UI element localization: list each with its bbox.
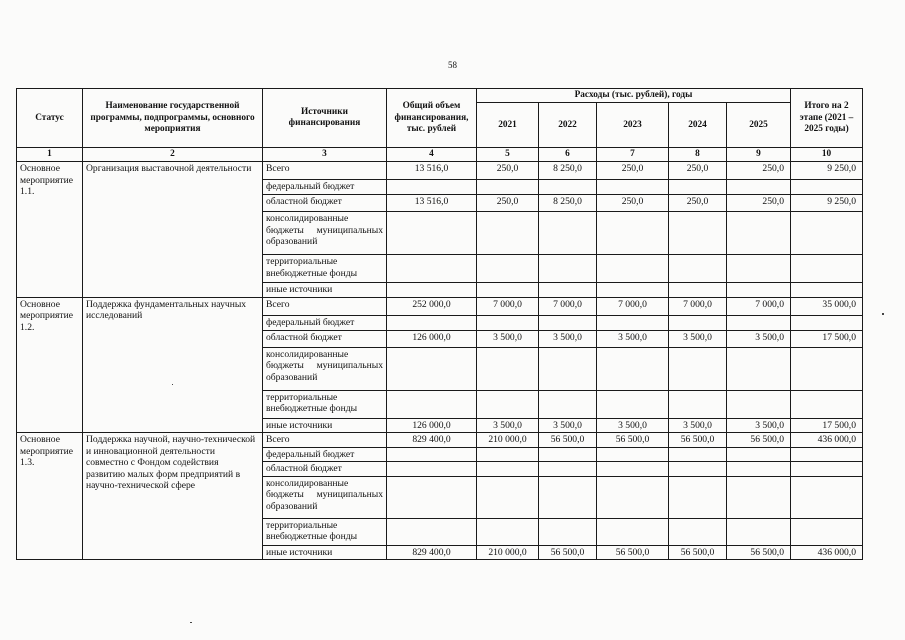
- stage-total-amount: [791, 347, 863, 390]
- total-amount: 126 000,0: [387, 330, 477, 347]
- total-amount: 829 400,0: [387, 433, 477, 448]
- year-amount: [597, 462, 669, 477]
- year-amount: 3 500,0: [669, 330, 727, 347]
- total-amount: 13 516,0: [387, 195, 477, 212]
- scan-speck: [172, 384, 173, 385]
- financing-table: [16, 88, 863, 560]
- year-amount: [477, 462, 539, 477]
- year-amount: [597, 447, 669, 462]
- measure-name: Организация выставочной деятельности: [83, 162, 263, 298]
- source-label: иные источники: [263, 418, 387, 433]
- year-amount: [727, 212, 791, 255]
- year-amount: 56 500,0: [539, 545, 597, 560]
- year-amount: [727, 283, 791, 298]
- year-amount: [597, 476, 669, 518]
- total-amount: 252 000,0: [387, 297, 477, 315]
- year-amount: [669, 315, 727, 330]
- scan-speck: [190, 622, 192, 623]
- year-amount: 56 500,0: [539, 433, 597, 448]
- year-amount: [539, 447, 597, 462]
- year-amount: [727, 347, 791, 390]
- total-amount: [387, 462, 477, 477]
- column-number: 4: [387, 148, 477, 162]
- year-amount: [669, 347, 727, 390]
- year-amount: 56 500,0: [727, 545, 791, 560]
- source-label: областной бюджет: [263, 330, 387, 347]
- measure-name: Поддержка фундаментальных научных исследований: [83, 297, 263, 433]
- year-amount: [597, 255, 669, 283]
- year-amount: 7 000,0: [727, 297, 791, 315]
- year-amount: 3 500,0: [539, 418, 597, 433]
- year-amount: [669, 518, 727, 545]
- year-amount: 3 500,0: [727, 330, 791, 347]
- year-amount: [539, 315, 597, 330]
- total-amount: [387, 255, 477, 283]
- total-amount: [387, 283, 477, 298]
- year-amount: 8 250,0: [539, 162, 597, 180]
- total-amount: [387, 476, 477, 518]
- header-year: 2022: [539, 103, 597, 148]
- table-header: [17, 89, 863, 162]
- year-amount: [669, 462, 727, 477]
- source-label: консолидированные бюджеты муниципальных образований: [263, 347, 387, 390]
- year-amount: [727, 462, 791, 477]
- year-amount: 250,0: [477, 162, 539, 180]
- year-amount: [597, 315, 669, 330]
- source-label: областной бюджет: [263, 462, 387, 477]
- year-amount: [597, 180, 669, 195]
- year-amount: [597, 347, 669, 390]
- year-amount: 210 000,0: [477, 545, 539, 560]
- table-row: [17, 433, 863, 448]
- column-number: 6: [539, 148, 597, 162]
- year-amount: [727, 315, 791, 330]
- year-amount: [669, 212, 727, 255]
- year-amount: 3 500,0: [477, 418, 539, 433]
- header-year: 2023: [597, 103, 669, 148]
- header-expenses: Расходы (тыс. рублей), годы: [477, 89, 791, 103]
- year-amount: [727, 447, 791, 462]
- total-amount: [387, 347, 477, 390]
- total-amount: [387, 518, 477, 545]
- year-amount: [539, 212, 597, 255]
- year-amount: 56 500,0: [669, 433, 727, 448]
- year-amount: [477, 283, 539, 298]
- year-amount: [669, 476, 727, 518]
- total-amount: [387, 212, 477, 255]
- year-amount: [539, 180, 597, 195]
- header-stage-total: Итого на 2 этапе (2021 – 2025 годы): [791, 89, 863, 148]
- stage-total-amount: 35 000,0: [791, 297, 863, 315]
- year-amount: 3 500,0: [597, 330, 669, 347]
- year-amount: [539, 283, 597, 298]
- column-number: 1: [17, 148, 83, 162]
- header-year: 2021: [477, 103, 539, 148]
- header-year: 2024: [669, 103, 727, 148]
- year-amount: [669, 390, 727, 418]
- year-amount: 8 250,0: [539, 195, 597, 212]
- year-amount: 3 500,0: [539, 330, 597, 347]
- year-amount: [727, 390, 791, 418]
- measure-group: [17, 297, 863, 433]
- source-label: федеральный бюджет: [263, 315, 387, 330]
- year-amount: [477, 476, 539, 518]
- stage-total-amount: [791, 476, 863, 518]
- year-amount: [477, 212, 539, 255]
- year-amount: 56 500,0: [727, 433, 791, 448]
- table-row: [17, 297, 863, 315]
- year-amount: [727, 476, 791, 518]
- source-label: территориальные внебюджетные фонды: [263, 390, 387, 418]
- stage-total-amount: [791, 255, 863, 283]
- header-total: Общий объем финансирования, тыс. рублей: [387, 89, 477, 148]
- column-number: 2: [83, 148, 263, 162]
- total-amount: [387, 315, 477, 330]
- year-amount: [727, 180, 791, 195]
- year-amount: [727, 518, 791, 545]
- year-amount: 7 000,0: [669, 297, 727, 315]
- source-label: иные источники: [263, 545, 387, 560]
- year-amount: [669, 283, 727, 298]
- year-amount: [669, 255, 727, 283]
- header-status: Статус: [17, 89, 83, 148]
- year-amount: 3 500,0: [727, 418, 791, 433]
- year-amount: [477, 315, 539, 330]
- year-amount: 3 500,0: [669, 418, 727, 433]
- year-amount: 250,0: [597, 162, 669, 180]
- year-amount: 3 500,0: [597, 418, 669, 433]
- year-amount: 250,0: [669, 162, 727, 180]
- measure-status: Основное мероприятие 1.1.: [17, 162, 83, 298]
- source-label: федеральный бюджет: [263, 180, 387, 195]
- year-amount: [477, 518, 539, 545]
- header-sources: Источники финансирования: [263, 89, 387, 148]
- year-amount: [727, 255, 791, 283]
- stage-total-amount: [791, 390, 863, 418]
- stage-total-amount: [791, 447, 863, 462]
- total-amount: 829 400,0: [387, 545, 477, 560]
- year-amount: 3 500,0: [477, 330, 539, 347]
- stage-total-amount: 17 500,0: [791, 330, 863, 347]
- stage-total-amount: [791, 180, 863, 195]
- year-amount: 250,0: [727, 162, 791, 180]
- source-label: Всего: [263, 297, 387, 315]
- page-number: 58: [448, 60, 457, 70]
- total-amount: [387, 180, 477, 195]
- column-number: 3: [263, 148, 387, 162]
- year-amount: [597, 283, 669, 298]
- measure-group: [17, 433, 863, 560]
- year-amount: 250,0: [727, 195, 791, 212]
- stage-total-amount: 436 000,0: [791, 545, 863, 560]
- year-amount: 210 000,0: [477, 433, 539, 448]
- scan-speck: [882, 313, 884, 315]
- source-label: территориальные внебюджетные фонды: [263, 255, 387, 283]
- year-amount: [477, 255, 539, 283]
- year-amount: 250,0: [597, 195, 669, 212]
- stage-total-amount: [791, 283, 863, 298]
- stage-total-amount: 9 250,0: [791, 195, 863, 212]
- stage-total-amount: [791, 315, 863, 330]
- year-amount: 56 500,0: [597, 545, 669, 560]
- year-amount: [669, 180, 727, 195]
- column-number: 5: [477, 148, 539, 162]
- year-amount: [539, 390, 597, 418]
- measure-status: Основное мероприятие 1.2.: [17, 297, 83, 433]
- table-row: [17, 162, 863, 180]
- total-amount: 126 000,0: [387, 418, 477, 433]
- header-name: Наименование государственной программы, подпрограммы, основного мероприятия: [83, 89, 263, 148]
- year-amount: [477, 390, 539, 418]
- year-amount: [539, 255, 597, 283]
- year-amount: [539, 476, 597, 518]
- measure-name: Поддержка научной, научно-технической и инновационной деятельности совместно с Фондом содействия развитию малых форм предприятий в научно-технической сфере: [83, 433, 263, 560]
- source-label: иные источники: [263, 283, 387, 298]
- measure-group: [17, 162, 863, 298]
- stage-total-amount: 9 250,0: [791, 162, 863, 180]
- stage-total-amount: 436 000,0: [791, 433, 863, 448]
- year-amount: 7 000,0: [477, 297, 539, 315]
- stage-total-amount: [791, 462, 863, 477]
- source-label: Всего: [263, 162, 387, 180]
- year-amount: [669, 447, 727, 462]
- total-amount: [387, 390, 477, 418]
- year-amount: [477, 447, 539, 462]
- year-amount: [477, 347, 539, 390]
- stage-total-amount: [791, 518, 863, 545]
- column-number: 8: [669, 148, 727, 162]
- column-number: 7: [597, 148, 669, 162]
- year-amount: [539, 462, 597, 477]
- year-amount: 250,0: [669, 195, 727, 212]
- column-number: 10: [791, 148, 863, 162]
- source-label: консолидированные бюджеты муниципальных образований: [263, 212, 387, 255]
- total-amount: 13 516,0: [387, 162, 477, 180]
- year-amount: 56 500,0: [597, 433, 669, 448]
- year-amount: [597, 212, 669, 255]
- measure-status: Основное мероприятие 1.3.: [17, 433, 83, 560]
- header-year: 2025: [727, 103, 791, 148]
- source-label: территориальные внебюджетные фонды: [263, 518, 387, 545]
- source-label: федеральный бюджет: [263, 447, 387, 462]
- source-label: консолидированные бюджеты муниципальных образований: [263, 476, 387, 518]
- total-amount: [387, 447, 477, 462]
- source-label: Всего: [263, 433, 387, 448]
- year-amount: [539, 518, 597, 545]
- year-amount: [477, 180, 539, 195]
- year-amount: 7 000,0: [539, 297, 597, 315]
- year-amount: [539, 347, 597, 390]
- year-amount: 56 500,0: [669, 545, 727, 560]
- stage-total-amount: 17 500,0: [791, 418, 863, 433]
- stage-total-amount: [791, 212, 863, 255]
- year-amount: [597, 390, 669, 418]
- source-label: областной бюджет: [263, 195, 387, 212]
- year-amount: [597, 518, 669, 545]
- year-amount: 7 000,0: [597, 297, 669, 315]
- year-amount: 250,0: [477, 195, 539, 212]
- column-number: 9: [727, 148, 791, 162]
